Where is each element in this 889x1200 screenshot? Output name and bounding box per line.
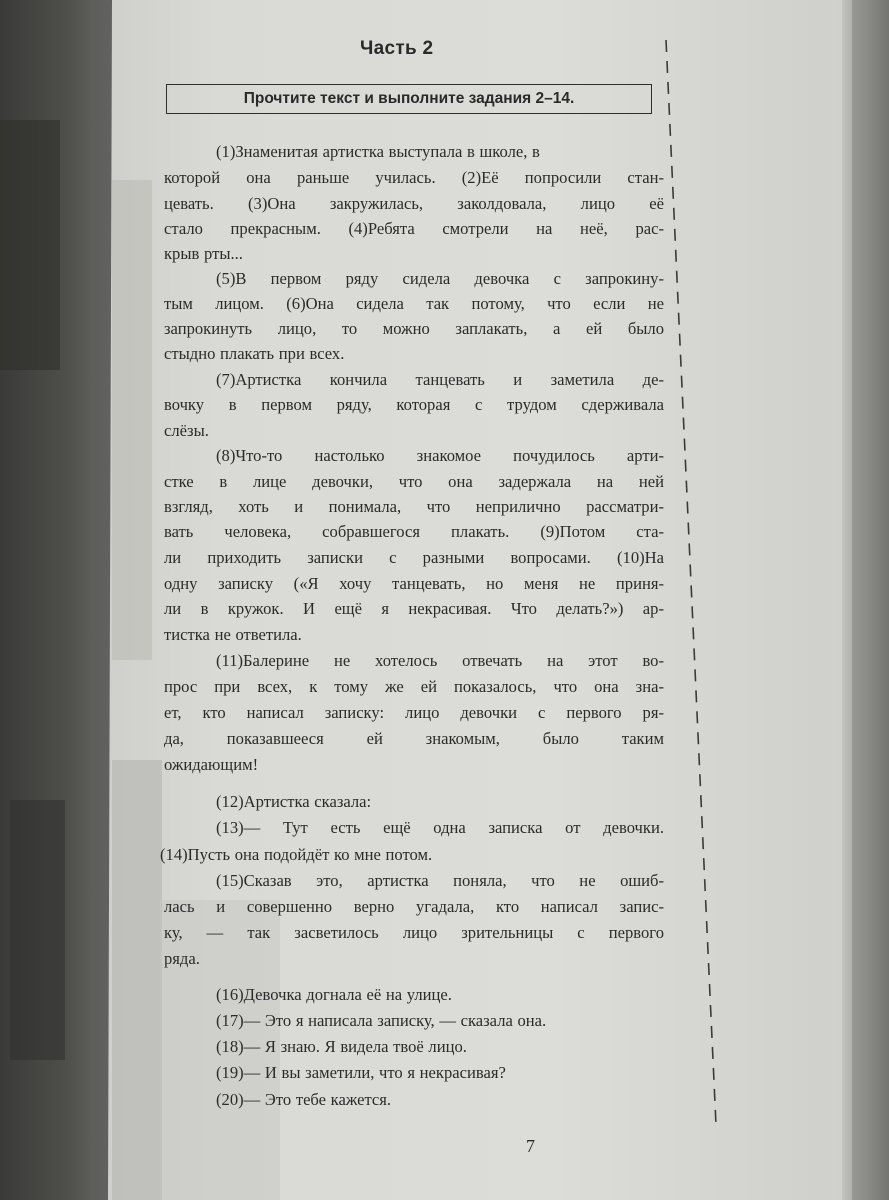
text-line: (11)Балерине не хотелось отвечать на этот во- — [216, 651, 664, 670]
text-line: лась и совершенно верно угадала, кто написал запис- — [164, 897, 664, 916]
text-line: (18)— Я знаю. Я видела твоё лицо. — [216, 1037, 467, 1056]
text-line: ли приходить записки с разными вопросами. (10)На — [164, 548, 664, 567]
text-line: (8)Что-то настолько знакомое почудилось арти- — [216, 446, 664, 465]
text-line: стыдно плакать при всех. — [164, 344, 345, 363]
text-line: (14)Пусть она подойдёт ко мне потом. — [160, 845, 433, 864]
text-line: стало прекрасным. (4)Ребята смотрели на неё, рас- — [164, 219, 664, 238]
text-line: вать человека, собравшегося плакать. (9)Потом ста- — [164, 522, 664, 541]
text-line: (13)— Тут есть ещё одна записка от девочки. — [216, 818, 664, 837]
text-line: (12)Артистка сказала: — [216, 792, 372, 811]
text-line: крыв рты... — [164, 244, 243, 263]
text-line: стке в лице девочки, что она задержала на ней — [164, 472, 664, 491]
section-heading: Часть 2 — [360, 38, 434, 59]
text-line: (17)— Это я написала записку, — сказала она. — [216, 1011, 547, 1030]
text-line: прос при всех, к тому же ей показалось, что она зна- — [164, 677, 664, 696]
text-line: ожидающим! — [164, 755, 259, 774]
text-line: (5)В первом ряду сидела девочка с запрокину- — [216, 269, 664, 288]
instruction-text: Прочтите текст и выполните задания 2–14. — [243, 90, 575, 107]
text-line: ли в кружок. И ещё я некрасивая. Что делать?») ар- — [164, 599, 664, 618]
instruction-box — [166, 84, 652, 114]
text-line: одну записку («Я хочу танцевать, но меня не приня- — [164, 574, 664, 593]
text-line: слёзы. — [164, 421, 209, 440]
text-line: (15)Сказав это, артистка поняла, что не ошиб- — [216, 871, 664, 890]
text-line: (20)— Это тебе кажется. — [216, 1090, 392, 1109]
text-line: ку, — так засветилось лицо зрительницы с первого — [164, 923, 664, 942]
text-line: запрокинуть лицо, то можно заплакать, а ей было — [164, 319, 664, 338]
text-line: которой она раньше училась. (2)Её попросили стан- — [164, 168, 664, 187]
text-line: (7)Артистка кончила танцевать и заметила де- — [216, 370, 664, 389]
text-line: (19)— И вы заметили, что я некрасивая? — [216, 1063, 506, 1082]
text-line: ряда. — [164, 949, 200, 968]
text-line: да, показавшееся ей знакомым, было таким — [164, 729, 664, 748]
text-line: цевать. (3)Она закружилась, заколдовала, лицо её — [164, 194, 664, 213]
text-line: (1)Знаменитая артистка выступала в школе, в — [216, 142, 540, 161]
text-line: тистка не ответила. — [164, 625, 302, 644]
text-line: тым лицом. (6)Она сидела так потому, что если не — [164, 294, 664, 313]
text-line: ет, кто написал записку: лицо девочки с первого ря- — [164, 703, 664, 722]
text-line: взгляд, хоть и понимала, что неприлично рассматри- — [164, 497, 664, 516]
page-number: 7 — [526, 1136, 535, 1156]
text-line: вочку в первом ряду, которая с трудом сдерживала — [164, 395, 664, 414]
text-line: (16)Девочка догнала её на улице. — [216, 985, 452, 1004]
